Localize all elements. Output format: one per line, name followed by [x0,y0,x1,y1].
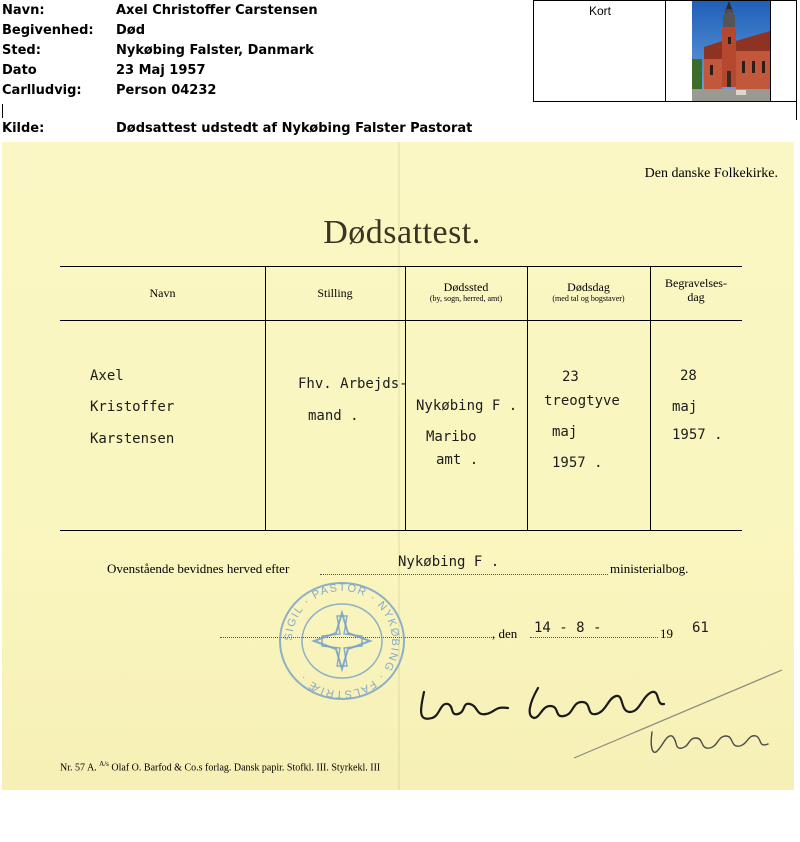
label-dato: Dato [2,63,37,78]
value-kilde: Dødsattest udstedt af Nykøbing Falster Pastorat [116,121,473,136]
col-head-begravelse-title2: dag [687,290,705,304]
kort-cell[interactable] [534,1,666,101]
den-label: , den [492,626,518,641]
col-head-stilling [265,286,405,300]
church-photo[interactable] [666,1,771,101]
value-navn: Axel Christoffer Carstensen [116,3,318,18]
col-head-dodsdag-title: Dødsdag [567,280,610,294]
col-head-dodsdag [527,280,650,304]
church-photo-image [692,1,770,101]
col-divider-4 [650,266,651,530]
col-divider-1 [265,266,266,530]
kort-box [533,0,797,102]
typed-stilling-line-1: Fhv. Arbejds- [298,376,408,392]
stamp-text: SIGIL · PASTOR · NYKØBING · FALSTRIÆ · [282,581,402,701]
value-dato: 23 Maj 1957 [116,63,206,78]
value-carlludvig: Person 04232 [116,83,217,98]
year-prefix: 19 [660,626,673,641]
typed-dodssted-line-2: Maribo [426,429,477,445]
church-line: Den danske Folkekirke. [644,166,778,181]
form-number: Nr. 57 A. [60,762,97,774]
date-dotted-line [530,637,658,638]
col-head-dodsdag-sub: (med tal og bogstaver) [552,294,625,303]
text-cursor [2,104,3,118]
label-kilde: Kilde: [2,121,45,136]
value-sted: Nykøbing Falster, Danmark [116,43,314,58]
col-head-navn-title: Navn [149,286,176,300]
value-begivenhed: Død [116,23,146,38]
form-footer [60,760,380,773]
label-navn: Navn: [2,3,45,18]
col-head-begravelse-title: Begravelses- [665,276,727,290]
date-fill: 14 - 8 - [534,620,602,636]
typed-name-line-2: Kristoffer [90,399,175,415]
typed-begravelse-line-3: 1957 . [672,427,723,443]
table-header-rule [60,320,742,321]
death-certificate [2,142,796,790]
typed-begravelse-line-2: maj [672,399,698,415]
col-divider-3 [527,266,528,530]
table-bottom-rule [60,530,742,531]
col-head-navn [60,286,265,300]
typed-dodssted-line-3: amt . [436,452,479,468]
col-head-dodssted [405,280,527,304]
year-fill: 61 [692,620,709,636]
certificate-title: Dødsattest. [323,214,481,251]
typed-stilling-line-2: mand . [308,408,359,424]
col-head-dodssted-sub: (by, sogn, herred, amt) [429,294,503,303]
kort-label: Kort [588,4,611,18]
typed-dodsdag-line-2: treogtyve [544,393,620,409]
paper-edge [794,142,798,802]
typed-begravelse-line-1: 28 [680,368,697,384]
typed-dodsdag-line-4: 1957 . [552,455,603,471]
typed-dodsdag-line-3: maj [552,424,578,440]
col-head-stilling-title: Stilling [317,286,353,300]
typed-dodssted-line-1: Nykøbing F . [416,398,518,414]
label-sted: Sted: [2,43,41,58]
typed-dodsdag-line-1: 23 [562,369,579,385]
publisher-line: Olaf O. Barfod & Co.s forlag. Dansk papir. Stofkl. III. Styrkekl. III [111,762,381,774]
col-divider-2 [405,266,406,530]
publisher-prefix: A/s [99,760,109,768]
label-begivenhed: Begivenhed: [2,23,94,38]
attest-suffix: ministerialbog. [610,561,689,576]
attest-prefix: Ovenstående bevidnes herved efter [107,561,290,576]
parish-seal-stamp [274,578,410,704]
col-head-begravelse [650,276,742,304]
typed-name-line-3: Karstensen [90,431,175,447]
col-head-dodssted-title: Dødssted [443,280,489,294]
label-carlludvig: Carlludvig: [2,83,82,98]
attest-fill: Nykøbing F . [398,554,500,570]
table-top-rule [60,266,742,267]
right-rule [796,100,797,120]
typed-name-line-1: Axel [90,368,124,384]
svg-text:SIGIL · PASTOR · NYKØBING · FA [283,582,401,700]
attest-dotted-line [320,574,608,575]
official-signature [572,662,794,762]
